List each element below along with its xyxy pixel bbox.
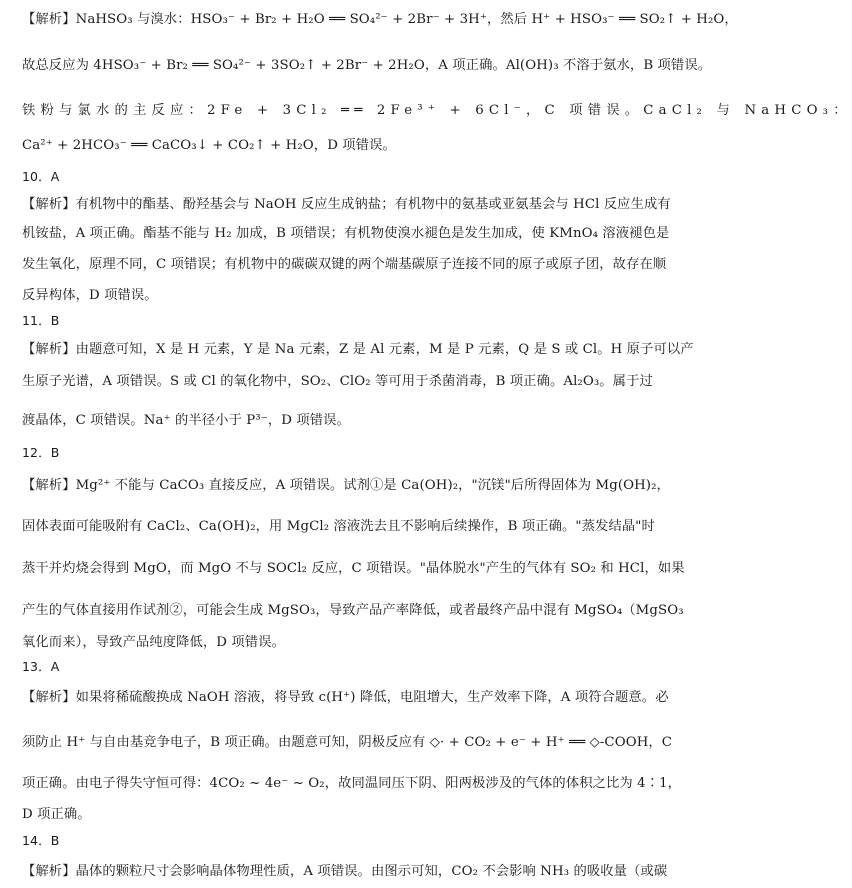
text-line: 项正确。由电子得失守恒可得：4CO₂ ~ 4e⁻ ~ O₂，故同温同压下阴、阳两极涉及的气体的体积之比为 4∶1， [22,776,682,791]
text-line: 反异构体，D 项错误。 [22,288,158,303]
text-line: 【解析】有机物中的酯基、酚羟基会与 NaOH 反应生成钠盐；有机物中的氨基或亚氨基会与 HCl 反应生成有 [22,197,671,212]
text-line: 【解析】NaHSO₃ 与溴水：HSO₃⁻ + Br₂ + H₂O ══ SO₄²⁻ + 2Br⁻ + 3H⁺，然后 H⁺ + HSO₃⁻ ══ SO₂↑ + H₂O， [22,12,738,27]
text-line: 生原子光谱，A 项错误。S 或 Cl 的氧化物中，SO₂、ClO₂ 等可用于杀菌消毒，B 项正确。Al₂O₃。属于过 [22,374,653,389]
question-number: 14．B [22,833,60,848]
question-number: 12．B [22,445,60,460]
text-line: 故总反应为 4HSO₃⁻ + Br₂ ══ SO₄²⁻ + 3SO₂↑ + 2Br⁻ + 2H₂O，A 项正确。Al(OH)₃ 不溶于氨水，B 项错误。 [22,58,712,73]
text-line: 须防止 H⁺ 与自由基竞争电子，B 项正确。由题意可知，阴极反应有 ◇· + CO₂ + e⁻ + H⁺ ══ ◇-COOH，C [22,735,673,750]
question-number: 10．A [22,169,60,184]
text-line: 机铵盐，A 项正确。酯基不能与 H₂ 加成，B 项错误；有机物使溴水褪色是发生加成，使 KMnO₄ 溶液褪色是 [22,226,670,241]
text-line: Ca²⁺ + 2HCO₃⁻ ══ CaCO₃↓ + CO₂↑ + H₂O，D 项错误。 [22,138,396,153]
text-line: D 项正确。 [22,807,91,822]
text-line: 【解析】晶体的颗粒尺寸会影响晶体物理性质，A 项错误。由图示可知，CO₂ 不会影响 NH₃ 的吸收量（或碳 [22,864,668,879]
text-line: 固体表面可能吸附有 CaCl₂、Ca(OH)₂，用 MgCl₂ 溶液洗去且不影响后续操作，B 项正确。"蒸发结晶"时 [22,519,655,534]
text-line: 铁粉与氯水的主反应：2Fe + 3Cl₂ ══ 2Fe³⁺ + 6Cl⁻，C 项错误。CaCl₂ 与 NaHCO₃： [22,103,852,118]
text-line: 氧化而来），导致产品纯度降低，D 项错误。 [22,635,285,650]
question-number: 11．B [22,313,60,328]
text-line: 【解析】Mg²⁺ 不能与 CaCO₃ 直接反应，A 项错误。试剂①是 Ca(OH)₂，"沉镁"后所得固体为 Mg(OH)₂， [22,478,670,493]
text-line: 【解析】如果将稀硫酸换成 NaOH 溶液，将导致 c(H⁺) 降低，电阻增大，生产效率下降，A 项符合题意。必 [22,690,669,705]
text-line: 产生的气体直接用作试剂②，可能会生成 MgSO₃，导致产品产率降低，或者最终产品中混有 MgSO₄（MgSO₃ [22,603,684,618]
text-line: 【解析】由题意可知，X 是 H 元素，Y 是 Na 元素，Z 是 Al 元素，M 是 P 元素，Q 是 S 或 Cl。H 原子可以产 [22,342,694,357]
question-number: 13．A [22,659,60,674]
text-line: 渡晶体，C 项错误。Na⁺ 的半径小于 P³⁻，D 项错误。 [22,413,350,428]
text-line: 发生氧化，原理不同，C 项错误；有机物中的碳碳双键的两个端基碳原子连接不同的原子或原子团，故存在顺 [22,257,667,272]
text-line: 蒸干并灼烧会得到 MgO，而 MgO 不与 SOCl₂ 反应，C 项错误。"晶体脱水"产生的气体有 SO₂ 和 HCl，如果 [22,561,685,576]
